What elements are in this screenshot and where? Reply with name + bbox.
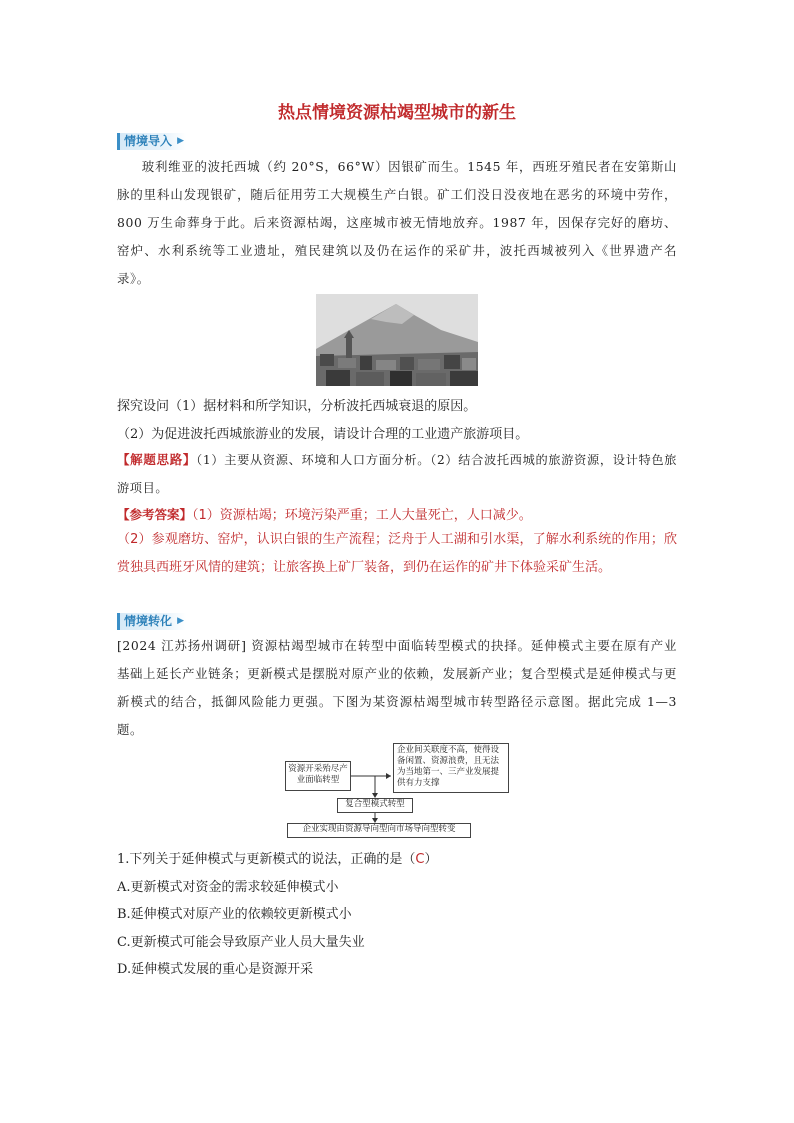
- tag-arrow-icon: ▶: [177, 136, 185, 146]
- answer-line-1: [117, 504, 697, 523]
- diagram-arrows: [285, 743, 511, 839]
- mountain-city-image: [316, 294, 478, 386]
- option-b: B.延伸模式对原产业的依赖较更新模式小: [117, 907, 352, 922]
- diagram-box-resource-exhausted: 资源开采殆尽产业面临转型: [285, 761, 351, 791]
- hint-block: [117, 446, 677, 502]
- potosi-photo: [316, 294, 478, 386]
- diagram-box-composite-mode: 复合型模式转型: [337, 798, 413, 813]
- answer-letter: C: [415, 852, 425, 867]
- question-2: （2）为促进波托西城旅游业的发展，请设计合理的工业遗产旅游项目。: [117, 427, 529, 442]
- tag-arrow-icon: ▶: [177, 616, 185, 626]
- transformation-path-diagram: [285, 743, 511, 839]
- transform-paragraph: [2024 江苏扬州调研] 资源枯竭型城市在转型中面临转型模式的抉择。延伸模式主要在原有产业基础上延长产业链条；更新模式是摆脱对原产业的依赖，发展新产业；复合型模式是延伸模式与更新模式的结合，抵御风险能力更强。下图为某资源枯竭型城市转型路径示意图。据此完成 1—3 题。: [117, 638, 677, 737]
- mc-question-1: 1.下列关于延伸模式与更新模式的说法，正确的是（C）: [117, 852, 438, 867]
- section-tag-label: 情境导入: [124, 134, 173, 148]
- section-tag-label: 情境转化: [124, 614, 173, 628]
- option-a: A.更新模式对资金的需求较延伸模式小: [117, 880, 339, 895]
- page-title: 热点情境资源枯竭型城市的新生: [278, 103, 516, 123]
- intro-paragraph: 玻利维亚的波托西城（约 20°S，66°W）因银矿而生。1545 年，西班牙殖民者在安第斯山脉的里科山发现银矿，随后征用劳工大规模生产白银。矿工们没日没夜地在恶劣的环境中劳作，800 万生命葬身于此。后来资源枯竭，这座城市被无情地放弃。1987 年，因保存完好的磨坊、窑炉、水利系统等工业遗址，殖民建筑以及仍在运作的采矿井，波托西城被列入《世界遗产名录》。: [117, 159, 677, 286]
- option-d: D.延伸模式发展的重心是资源开采: [117, 962, 314, 977]
- question-1: 探究设问（1）据材料和所学知识，分析波托西城衰退的原因。: [117, 399, 477, 414]
- section-tag-intro: [117, 133, 186, 150]
- diagram-box-market-oriented: 企业实现由资源导向型向市场导向型转变: [287, 823, 471, 838]
- answer-1: （1）资源枯竭；环境污染严重；工人大量死亡，人口减少。: [192, 508, 532, 523]
- section-tag-transform: [117, 613, 186, 630]
- answer-2: （2）参观磨坊、窑炉，认识白银的生产流程；泛舟于人工湖和引水渠，了解水利系统的作用；欣赏独具西班牙风情的建筑；让旅客换上矿厂装备，到仍在运作的矿井下体验采矿生活。: [117, 532, 677, 575]
- answer-label: 【参考答案】: [117, 507, 193, 522]
- hint-label: 【解题思路】: [117, 452, 197, 467]
- hint-text: （1）主要从资源、环境和人口方面分析。（2）结合波托西城的旅游资源，设计特色旅游项目。: [117, 453, 677, 495]
- option-c: C.更新模式可能会导致原产业人员大量失业: [117, 935, 365, 950]
- diagram-box-problem: 企业间关联度不高，使得设备闲置、资源浪费，且无法为当地第一、三产业发展提供有力支撑: [393, 743, 509, 793]
